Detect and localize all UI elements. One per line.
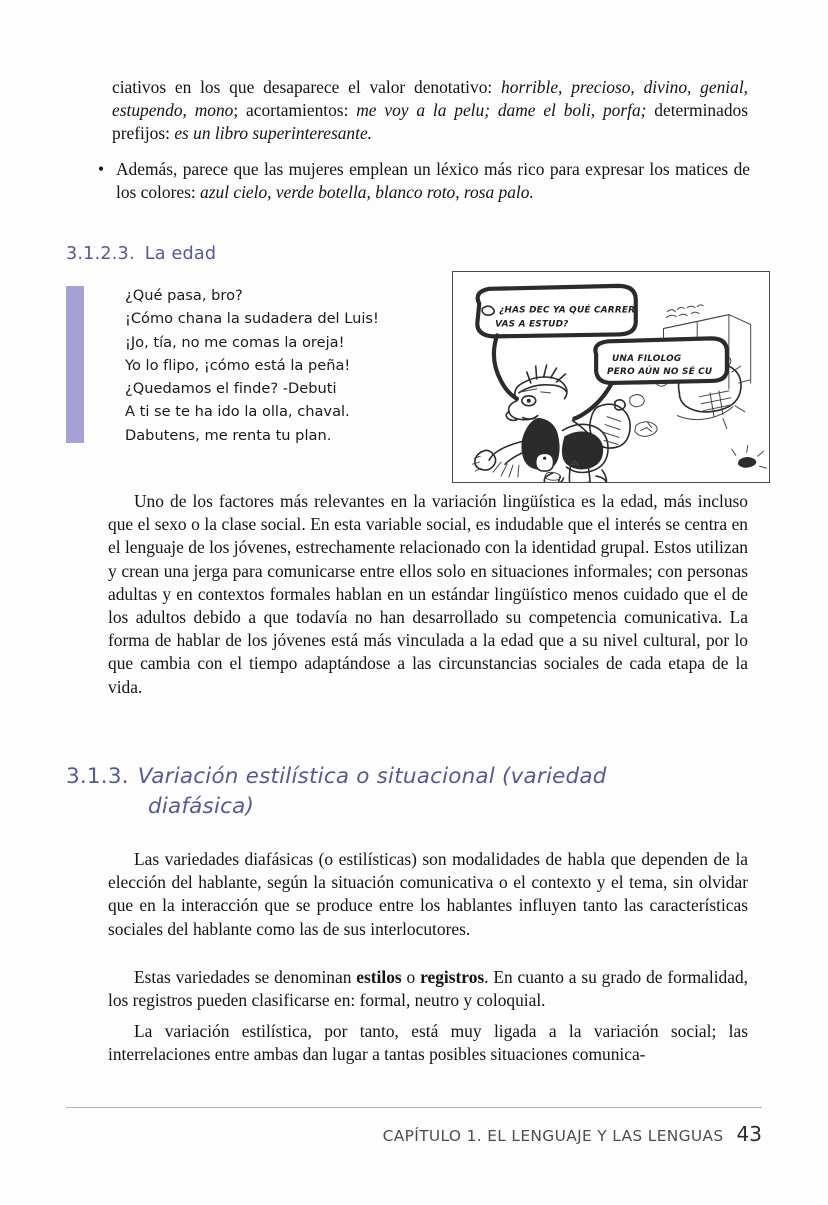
text-segment-italic: es un libro superinteresante. (174, 123, 373, 144)
quote-accent-bar (66, 286, 84, 443)
text-segment-italic: azul cielo, verde botella, blanco roto, rosa palo. (200, 182, 534, 203)
text-segment-bold: estilos (356, 967, 402, 987)
bubble-left-line-1: ¿HAS DEC YA QUÉ CARRER (499, 305, 636, 316)
quote-line: ¿Quedamos el finde? -Debuti (125, 380, 337, 398)
bubble-right-line-2: PERO AÚN NO SÉ CU (607, 367, 713, 378)
heading-3-1-3 (66, 762, 706, 822)
bullet-dot-icon: • (98, 159, 105, 179)
paragraph-text (112, 76, 748, 146)
quote-line: ¡Jo, tía, no me comas la oreja! (125, 333, 345, 351)
paragraph-diafasicas-container (108, 848, 748, 941)
text-segment: . En cuanto a su grado de formalidad, los registros pueden clasificarse en: formal, neutro y coloquial. (108, 967, 749, 1011)
text-segment: o (401, 967, 421, 987)
quote-line: Yo lo flipo, ¡cómo está la peña! (125, 356, 351, 374)
quote-line: ¡Cómo chana la sudadera del Luis! (125, 310, 379, 328)
footer (66, 1122, 762, 1146)
list-item (98, 158, 750, 204)
quote-line: A ti se te ha ido la olla, chaval. (125, 403, 350, 421)
heading-title-line-2: diafásica) (148, 794, 255, 819)
paragraph-edad: Uno de los factores más relevantes en la variación lingüística es la edad, más incluso que el sexo o la clase social. En esta variable social, es indudable que el interés se centra en el lenguaje de los jóvenes, estrechamente relacionado con la identidad grupal. Estos utilizan y crean una jerga para comunicarse entre ellos solo en situaciones informales; con personas adultas y en contextos formales hablan en un estándar lingüístico menos cuidado que el de los adultos debido a que todavía no han desarrollado su competencia comunicativa. La forma de hablar de los jóvenes está más vinculada a la edad que a su nivel cultural, por lo que cambia con el tiempo adaptándose a las circunstancias sociales de cada etapa de la vida. (108, 491, 748, 697)
heading-number: 3.1.3. (66, 764, 129, 789)
bubble-right-line-1: UNA FILOLOG (611, 354, 682, 365)
quote-line: Dabutens, me renta tu plan. (125, 426, 332, 444)
quote-lines (84, 284, 396, 447)
bullet-list (98, 158, 750, 204)
paragraph-diafasicas: Las variedades diafásicas (o estilísticas) son modalidades de habla que dependen de la elección del hablante, según la situación comunicativa o el contexto y el tema, sin olvidar que en la interacción que se produce entre los hablantes influyen tanto las características sociales del hablante como las de sus interlocutores. (108, 849, 748, 939)
page-number: 43 (736, 1122, 762, 1146)
heading-title: La edad (144, 244, 217, 264)
top-continuation-paragraph (112, 76, 748, 146)
text-segment: ciativos en los que desaparece el valor denotativo: (112, 77, 502, 97)
paragraph-variacion: La variación estilística, por tanto, está muy ligada a la variación social; las interrelaciones entre ambas dan lugar a tantas posibles situaciones comunica- (108, 1021, 748, 1065)
footer-divider (66, 1107, 762, 1108)
text-segment-italic: horrible, precioso, divino, genial, estupendo, mono (112, 77, 748, 121)
text-segment: Estas variedades se denominan (134, 967, 357, 987)
paragraph-edad-container (108, 490, 748, 699)
heading-number: 3.1.2.3. (66, 244, 135, 264)
text-segment: determinados prefijos: (112, 100, 748, 144)
heading-title-line-1: Variación estilística o situacional (variedad (137, 764, 607, 789)
quote-block (66, 284, 396, 447)
cartoon-illustration (452, 271, 770, 483)
text-segment-italic: me voy a la pelu; dame el boli, porfa; (356, 100, 647, 121)
heading-3-1-2-3 (66, 243, 216, 265)
footer-chapter-label: CAPÍTULO 1. EL LENGUAJE Y LAS LENGUAS (382, 1127, 724, 1145)
text-segment-bold: registros (420, 967, 485, 987)
text-segment: Además, parece que las mujeres emplean un léxico más rico para expresar los matices de los colores: (116, 159, 750, 203)
quote-line: ¿Qué pasa, bro? (125, 287, 243, 304)
paragraph-estilos (108, 966, 748, 1012)
paragraph-variacion-container (108, 1020, 748, 1066)
cartoon-drawing (453, 272, 769, 482)
list-item-text (116, 158, 750, 204)
bubble-left-line-2: VAS A ESTUD? (495, 319, 569, 330)
text-segment: ; acortamientos: (233, 100, 357, 121)
paragraph-estilos-container (108, 966, 748, 1012)
